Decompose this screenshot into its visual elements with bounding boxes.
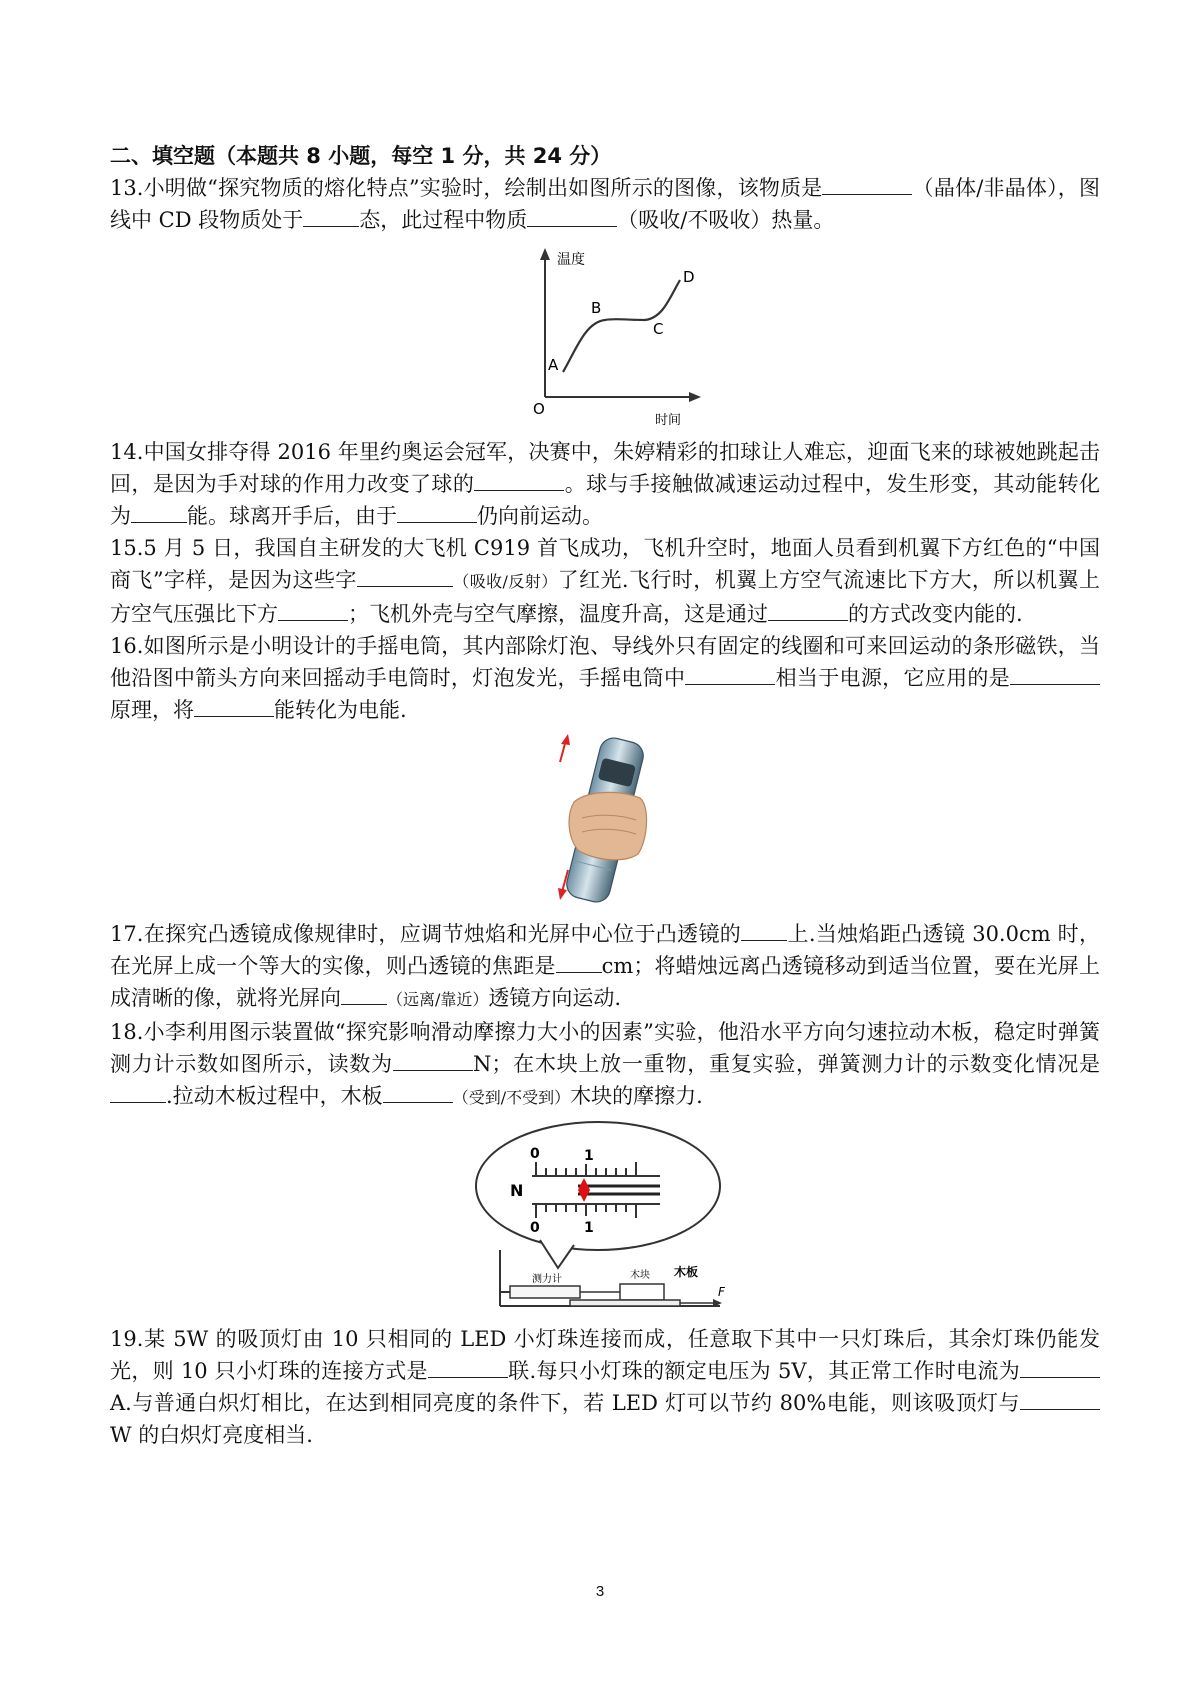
question-13: 13.小明做“探究物质的熔化特点”实验时，绘制出如图所示的图像，该物质是 （晶体/非晶体），图线中 CD 段物质处于 态，此过程中物质 （吸收/不吸收）热量。 bbox=[110, 172, 1100, 236]
point-a-label: A bbox=[548, 356, 559, 374]
answer-blank[interactable] bbox=[110, 1080, 166, 1103]
block-label: 木块 bbox=[630, 1270, 650, 1281]
scale-one-top: 1 bbox=[584, 1148, 594, 1164]
answer-blank[interactable] bbox=[341, 982, 387, 1005]
point-b-label: B bbox=[591, 299, 602, 317]
answer-blank[interactable] bbox=[278, 598, 348, 621]
meter-label: 测力计 bbox=[532, 1274, 562, 1285]
question-19: 19.某 5W 的吸顶灯由 10 只相同的 LED 小灯珠连接而成，任意取下其中一只灯珠后，其余灯珠仍能发光，则 10 只小灯珠的连接方式是 联.每只小灯珠的额定电压为 5V，其正常工作时电流为A.与普通白炽灯相比，在达到相同亮度的条件下，若 LED 灯可以节约 80%电能，则该吸顶灯与W 的白炽灯亮度相当. bbox=[110, 1327, 1100, 1447]
hand-crank-flashlight-figure bbox=[540, 732, 670, 908]
answer-blank[interactable] bbox=[556, 950, 602, 973]
answer-blank[interactable] bbox=[303, 204, 359, 227]
melting-graph-figure bbox=[505, 242, 705, 432]
answer-blank[interactable] bbox=[685, 662, 775, 685]
board-label: 木板 bbox=[674, 1265, 699, 1279]
force-label: F bbox=[718, 1285, 725, 1299]
answer-blank[interactable] bbox=[1010, 662, 1100, 685]
question-17: 17.在探究凸透镜成像规律时，应调节烛焰和光屏中心位于凸透镜的 上.当烛焰距凸透镜 30.0cm 时，在光屏上成一个等大的实像，则凸透镜的焦距是 cm；将蜡烛远离凸透镜移动到适当位置，要在光屏上成清晰的像，就将光屏向 （远离/靠近）透镜方向运动. bbox=[110, 918, 1100, 1016]
x-axis-label: 时间 bbox=[655, 413, 682, 428]
answer-blank[interactable] bbox=[131, 500, 187, 523]
page-content bbox=[110, 140, 1100, 1451]
answer-blank[interactable] bbox=[194, 694, 274, 717]
y-axis-arrow bbox=[540, 248, 550, 260]
wood-block bbox=[620, 1284, 664, 1300]
answer-blank[interactable] bbox=[527, 204, 617, 227]
question-14: 14.中国女排夺得 2016 年里约奥运会冠军，决赛中，朱婷精彩的扣球让人难忘，迎面飞来的球被她跳起击回，是因为手对球的作用力改变了球的 。球与手接触做减速运动过程中，发生形变，其动能转化为 能。球离开手后，由于 仍向前运动。 bbox=[110, 440, 1101, 528]
question-16: 16.如图所示是小明设计的手摇电筒，其内部除灯泡、导线外只有固定的线圈和可来回运动的条形磁铁，当他沿图中箭头方向来回摇动手电筒时，灯泡发光，手摇电筒中 相当于电源，它应用的是原理，将 能转化为电能. bbox=[110, 634, 1100, 722]
point-c-label: C bbox=[653, 320, 664, 338]
answer-blank[interactable] bbox=[428, 1355, 508, 1378]
answer-blank[interactable] bbox=[1020, 1355, 1100, 1378]
hand-shape bbox=[569, 792, 647, 859]
x-axis-arrow bbox=[689, 392, 701, 402]
wood-board bbox=[570, 1300, 680, 1306]
section-title: 二、填空题（本题共 8 小题，每空 1 分，共 24 分） bbox=[110, 144, 612, 168]
answer-blank[interactable] bbox=[383, 1080, 453, 1103]
y-axis-label: 温度 bbox=[557, 252, 585, 268]
spring-scale-body bbox=[510, 1286, 580, 1298]
scale-one-bottom: 1 bbox=[584, 1220, 594, 1236]
answer-blank[interactable] bbox=[474, 468, 564, 491]
answer-blank[interactable] bbox=[822, 172, 912, 195]
question-18: 18.小李利用图示装置做“探究影响滑动摩擦力大小的因素”实验，他沿水平方向匀速拉动木板，稳定时弹簧测力计示数如图所示，读数为 N；在木块上放一重物，重复实验，弹簧测力计的示数变化情况是.拉动木板过程中，木板 （受到/不受到）木块的摩擦力. bbox=[110, 1020, 1100, 1108]
answer-blank[interactable] bbox=[393, 1048, 473, 1071]
flashlight-illustration bbox=[540, 732, 670, 908]
page-number: 3 bbox=[595, 1583, 605, 1600]
spring-scale-illustration bbox=[470, 1120, 740, 1315]
answer-blank[interactable] bbox=[741, 918, 787, 941]
answer-blank[interactable] bbox=[768, 598, 848, 621]
spring-scale-figure bbox=[470, 1120, 740, 1315]
answer-blank[interactable] bbox=[357, 564, 453, 587]
scale-unit: N bbox=[510, 1181, 524, 1200]
answer-blank[interactable] bbox=[397, 500, 477, 523]
question-15: 15.5 月 5 日，我国自主研发的大飞机 C919 首飞成功，飞机升空时，地面人员看到机翼下方红色的“中国商飞”字样，是因为这些字 （吸收/反射）了红光.飞行时，机翼上方空气流速比下方大，所以机翼上方空气压强比下方 ；飞机外壳与空气摩擦，温度升高，这是通过 的方式改变内能的. bbox=[110, 536, 1100, 626]
origin-label: O bbox=[533, 400, 545, 418]
answer-blank[interactable] bbox=[1020, 1387, 1100, 1410]
scale-zero-bottom: 0 bbox=[530, 1220, 540, 1236]
point-d-label: D bbox=[683, 268, 695, 286]
melting-graph bbox=[505, 242, 705, 432]
scale-zero-top: 0 bbox=[530, 1146, 540, 1162]
